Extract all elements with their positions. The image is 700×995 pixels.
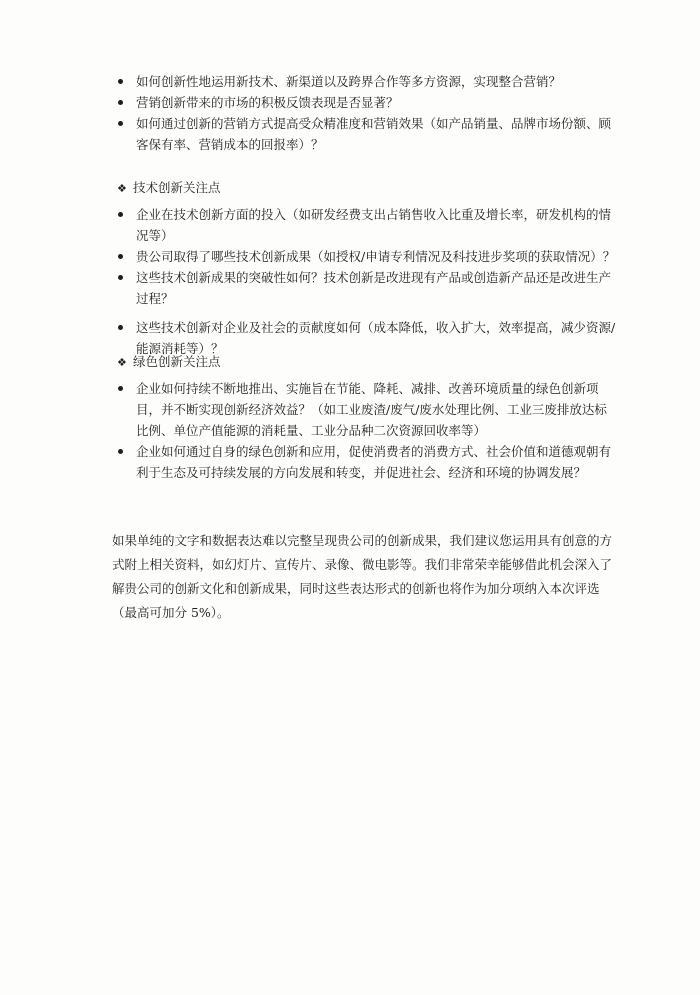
list-item-text: 这些技术创新对企业及社会的贡献度如何（成本降低，收入扩大，效率提高，减少资源/能源消耗等）？ bbox=[136, 320, 616, 356]
bullet-icon bbox=[118, 212, 123, 217]
tech-focus-list bbox=[118, 204, 618, 359]
green-focus-list bbox=[118, 378, 618, 483]
diamond-bullet-icon: ❖ bbox=[117, 356, 127, 369]
list-item bbox=[118, 378, 618, 441]
list-item bbox=[118, 71, 618, 92]
bullet-icon bbox=[118, 449, 123, 454]
green-section-heading bbox=[117, 352, 221, 373]
list-item-text: 如何创新性地运用新技术、新渠道以及跨界合作等多方资源，实现整合营销？ bbox=[136, 74, 562, 89]
list-item-text: 企业如何通过自身的绿色创新和应用，促使消费者的消费方式、社会价值和道德观朝有利于生态及可持续发展的方向发展和转变，并促进社会、经济和环境的协调发展？ bbox=[136, 444, 612, 480]
list-item bbox=[118, 204, 618, 246]
list-item bbox=[118, 441, 618, 483]
bullet-icon bbox=[118, 275, 123, 280]
list-item-text: 贵公司取得了哪些技术创新成果（如授权/申请专利情况及科技进步奖项的获取情况）？ bbox=[136, 249, 616, 264]
list-item bbox=[118, 267, 618, 309]
bullet-icon bbox=[118, 100, 123, 105]
list-item bbox=[118, 92, 618, 113]
bullet-icon bbox=[118, 325, 123, 330]
tech-section-heading bbox=[117, 178, 221, 199]
list-item bbox=[118, 246, 618, 267]
bullet-icon bbox=[118, 121, 123, 126]
closing-paragraph: 如果单纯的文字和数据表达难以完整呈现贵公司的创新成果，我们建议您运用具有创意的方式附上相关资料，如幻灯片、宣传片、录像、微电影等。我们非常荣幸能够借此机会深入了解贵公司的创新文化和创新成果，同时这些表达形式的创新也将作为加分项纳入本次评选（最高可加分 5%）。 bbox=[112, 532, 613, 620]
list-item-text: 企业如何持续不断地推出、实施旨在节能、降耗、减排、改善环境质量的绿色创新项目，并不断实现创新经济效益？（如工业废渣/废气/废水处理比例、工业三废排放达标比例、单位产值能源的消耗量、工业分品种二次资源回收率等） bbox=[136, 381, 607, 438]
list-item-text: 如何通过创新的营销方式提高受众精准度和营销效果（如产品销量、品牌市场份额、顾客保有率、营销成本的回报率）？ bbox=[136, 116, 612, 152]
list-item-text: 营销创新带来的市场的积极反馈表现是否显著？ bbox=[136, 95, 399, 110]
bullet-icon bbox=[118, 79, 123, 84]
marketing-focus-list bbox=[118, 71, 618, 155]
green-section-title: 绿色创新关注点 bbox=[133, 354, 221, 369]
list-item-text: 企业在技术创新方面的投入（如研发经费支出占销售收入比重及增长率，研发机构的情况等） bbox=[136, 207, 612, 243]
list-item bbox=[118, 113, 618, 155]
tech-section-title: 技术创新关注点 bbox=[133, 180, 221, 195]
list-item-text: 这些技术创新成果的突破性如何？技术创新是改进现有产品或创造新产品还是改进生产过程？ bbox=[136, 270, 612, 306]
bullet-icon bbox=[118, 386, 123, 391]
bullet-icon bbox=[118, 254, 123, 259]
diamond-bullet-icon: ❖ bbox=[117, 182, 127, 195]
